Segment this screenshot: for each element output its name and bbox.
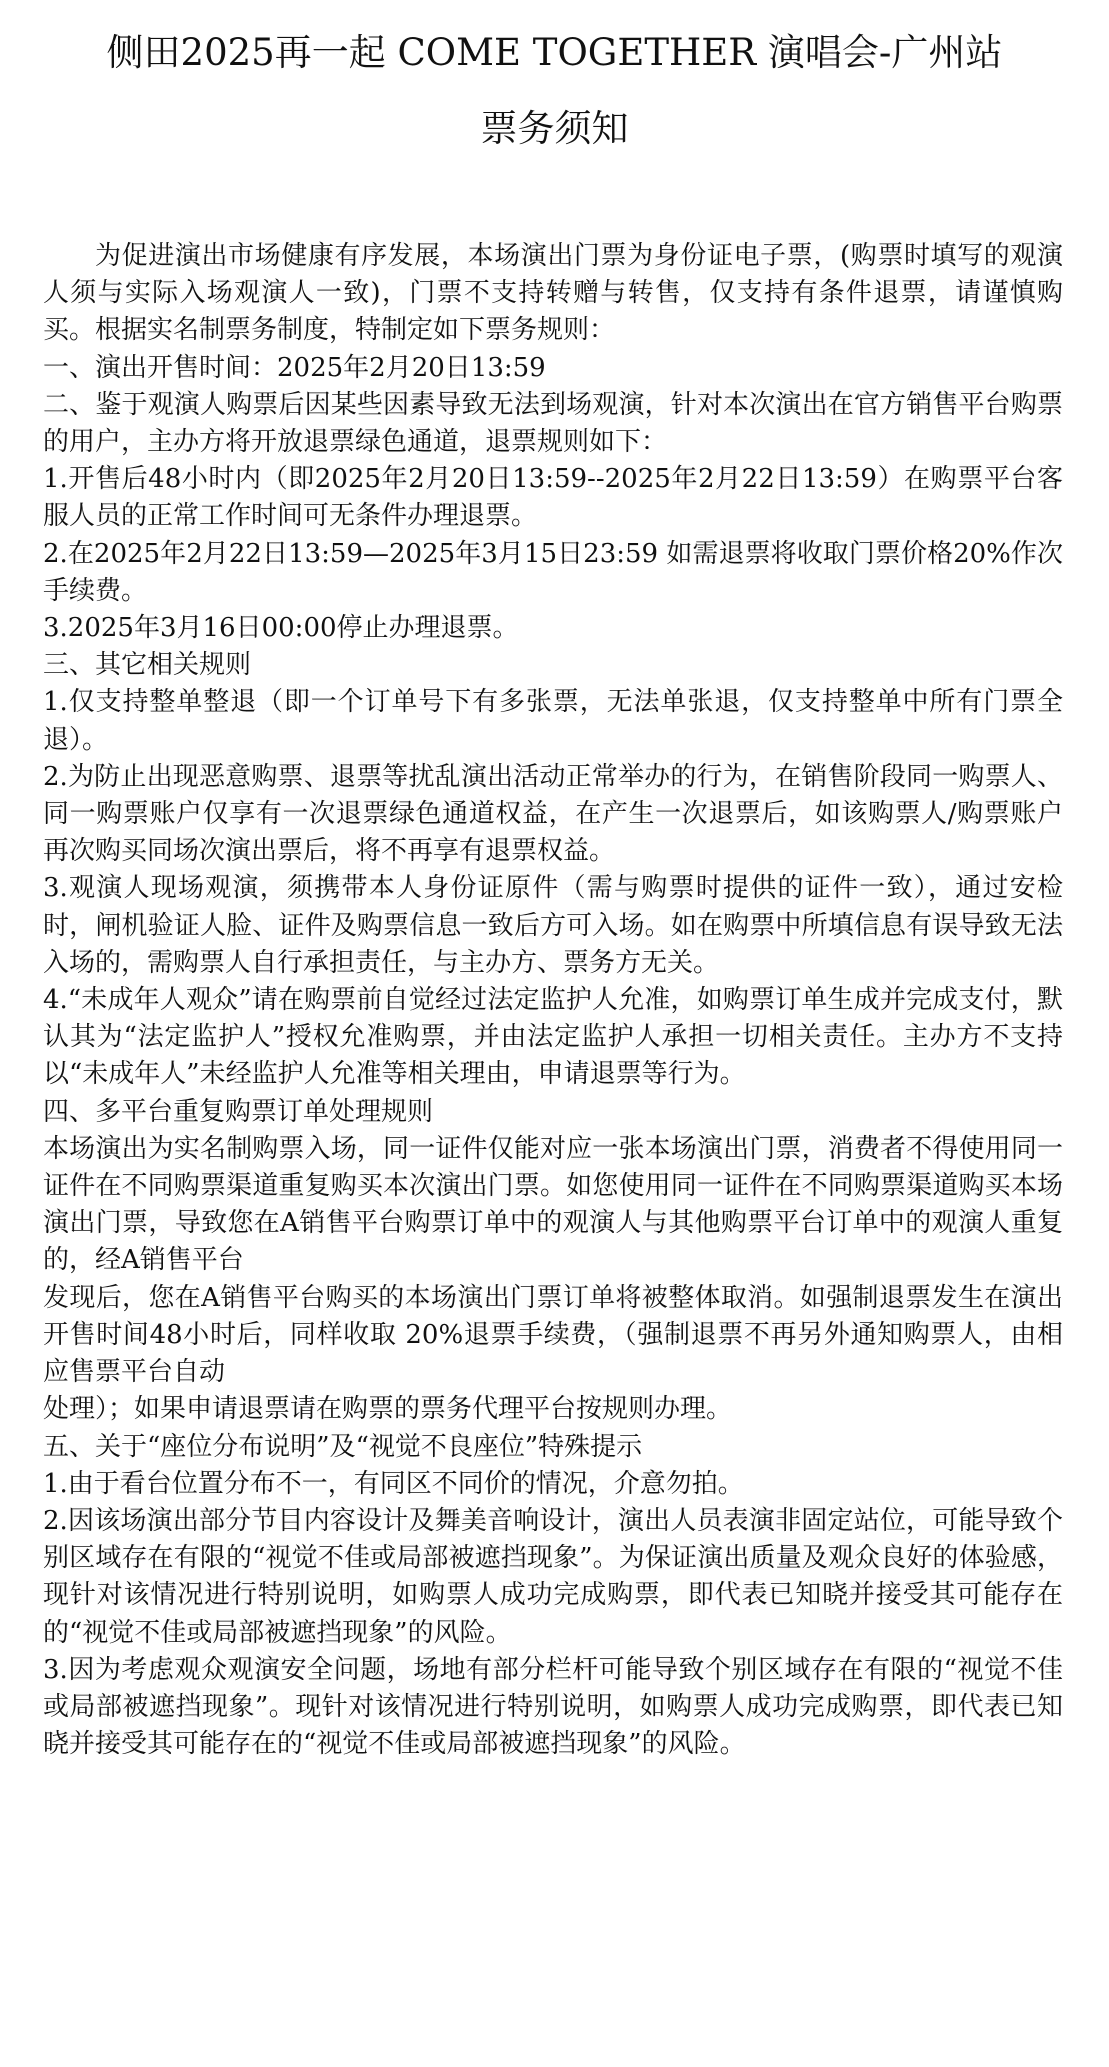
other-rule-2: 2.为防止出现恶意购票、退票等扰乱演出活动正常举办的行为，在销售阶段同一购票人、同一购票账户仅享有一次退票绿色通道权益，在产生一次退票后，如该购票人/购票账户再次购买同场次演出票后，将不再享有退票权益。 <box>43 761 1063 867</box>
refund-rule-3: 3.2025年3月16日00:00停止办理退票。 <box>43 613 519 644</box>
intro-paragraph: 为促进演出市场健康有序发展，本场演出门票为身份证电子票，(购票时填写的观演人须与实际入场观演人一致)，门票不支持转赠与转售，仅支持有条件退票，请谨慎购买。根据实名制票务制度，特制定如下票务规则： <box>43 241 1063 346</box>
section-heading-other-rules: 三、其它相关规则 <box>43 650 252 681</box>
section-heading-duplicate-orders: 四、多平台重复购票订单处理规则 <box>43 1096 434 1127</box>
other-rule-3: 3.观演人现场观演，须携带本人身份证原件（需与购票时提供的证件一致），通过安检时，闸机验证人脸、证件及购票信息一致后方可入场。如在购票中所填信息有误导致无法入场的，需购票人自行承担责任，与主办方、票务方无关。 <box>43 873 1063 978</box>
seat-notice-2: 2.因该场演出部分节目内容设计及舞美音响设计，演出人员表演非固定站位，可能导致个别区域存在有限的“视觉不佳或局部被遮挡现象”。为保证演出质量及观众良好的体验感，现针对该情况进行特别说明，如购票人成功完成购票，即代表已知晓并接受其可能存在的“视觉不佳或局部被遮挡现象”的风险。 <box>43 1505 1063 1648</box>
seat-notice-3: 3.因为考虑观众观演安全问题，场地有部分栏杆可能导致个别区域存在有限的“视觉不佳或局部被遮挡现象”。现针对该情况进行特别说明，如购票人成功完成购票，即代表已知晓并接受其可能存在的“视觉不佳或局部被遮挡现象”的风险。 <box>43 1654 1063 1760</box>
duplicate-order-paragraph-2: 发现后，您在A销售平台购买的本场演出门票订单将被整体取消。如强制退票发生在演出开售时间48小时后，同样收取 20%退票手续费，（强制退票不再另外通知购票人，由相应售票平台自动 <box>43 1282 1063 1388</box>
document-body <box>43 238 1063 1763</box>
section-heading-seat-notice: 五、关于“座位分布说明”及“视觉不良座位”特殊提示 <box>43 1431 643 1462</box>
duplicate-order-paragraph-1: 本场演出为实名制购票入场，同一证件仅能对应一张本场演出门票，消费者不得使用同一证件在不同购票渠道重复购买本次演出门票。如您使用同一证件在不同购票渠道购买本场演出门票，导致您在A销售平台购票订单中的观演人与其他购票平台订单中的观演人重复的，经A销售平台 <box>43 1133 1063 1276</box>
document-subtitle: 票务须知 <box>480 107 629 150</box>
other-rule-1: 1.仅支持整单整退（即一个订单号下有多张票，无法单张退，仅支持整单中所有门票全退）。 <box>43 687 1063 755</box>
section-heading-sale-time: 一、演出开售时间：2025年2月20日13:59 <box>43 352 546 383</box>
refund-rule-2: 2.在2025年2月22日13:59—2025年3月15日23:59 如需退票将收取门票价格20%作次手续费。 <box>43 538 1063 606</box>
seat-notice-1: 1.由于看台位置分布不一，有同区不同价的情况，介意勿拍。 <box>43 1468 744 1499</box>
document-title: 侧田2025再一起 COME TOGETHER 演唱会-广州站 <box>106 31 1003 74</box>
duplicate-order-paragraph-3: 处理）；如果申请退票请在购票的票务代理平台按规则办理。 <box>43 1394 733 1425</box>
section-heading-refund: 二、鉴于观演人购票后因某些因素导致无法到场观演，针对本次演出在官方销售平台购票的用户，主办方将开放退票绿色通道，退票规则如下： <box>43 389 1063 458</box>
other-rule-4: 4.“未成年人观众”请在购票前自觉经过法定监护人允准，如购票订单生成并完成支付，默认其为“法定监护人”授权允准购票，并由法定监护人承担一切相关责任。主办方不支持以“未成年人”未经监护人允准等相关理由，申请退票等行为。 <box>43 985 1063 1090</box>
refund-rule-1: 1.开售后48小时内（即2025年2月20日13:59--2025年2月22日13:59）在购票平台客服人员的正常工作时间可无条件办理退票。 <box>43 464 1063 532</box>
